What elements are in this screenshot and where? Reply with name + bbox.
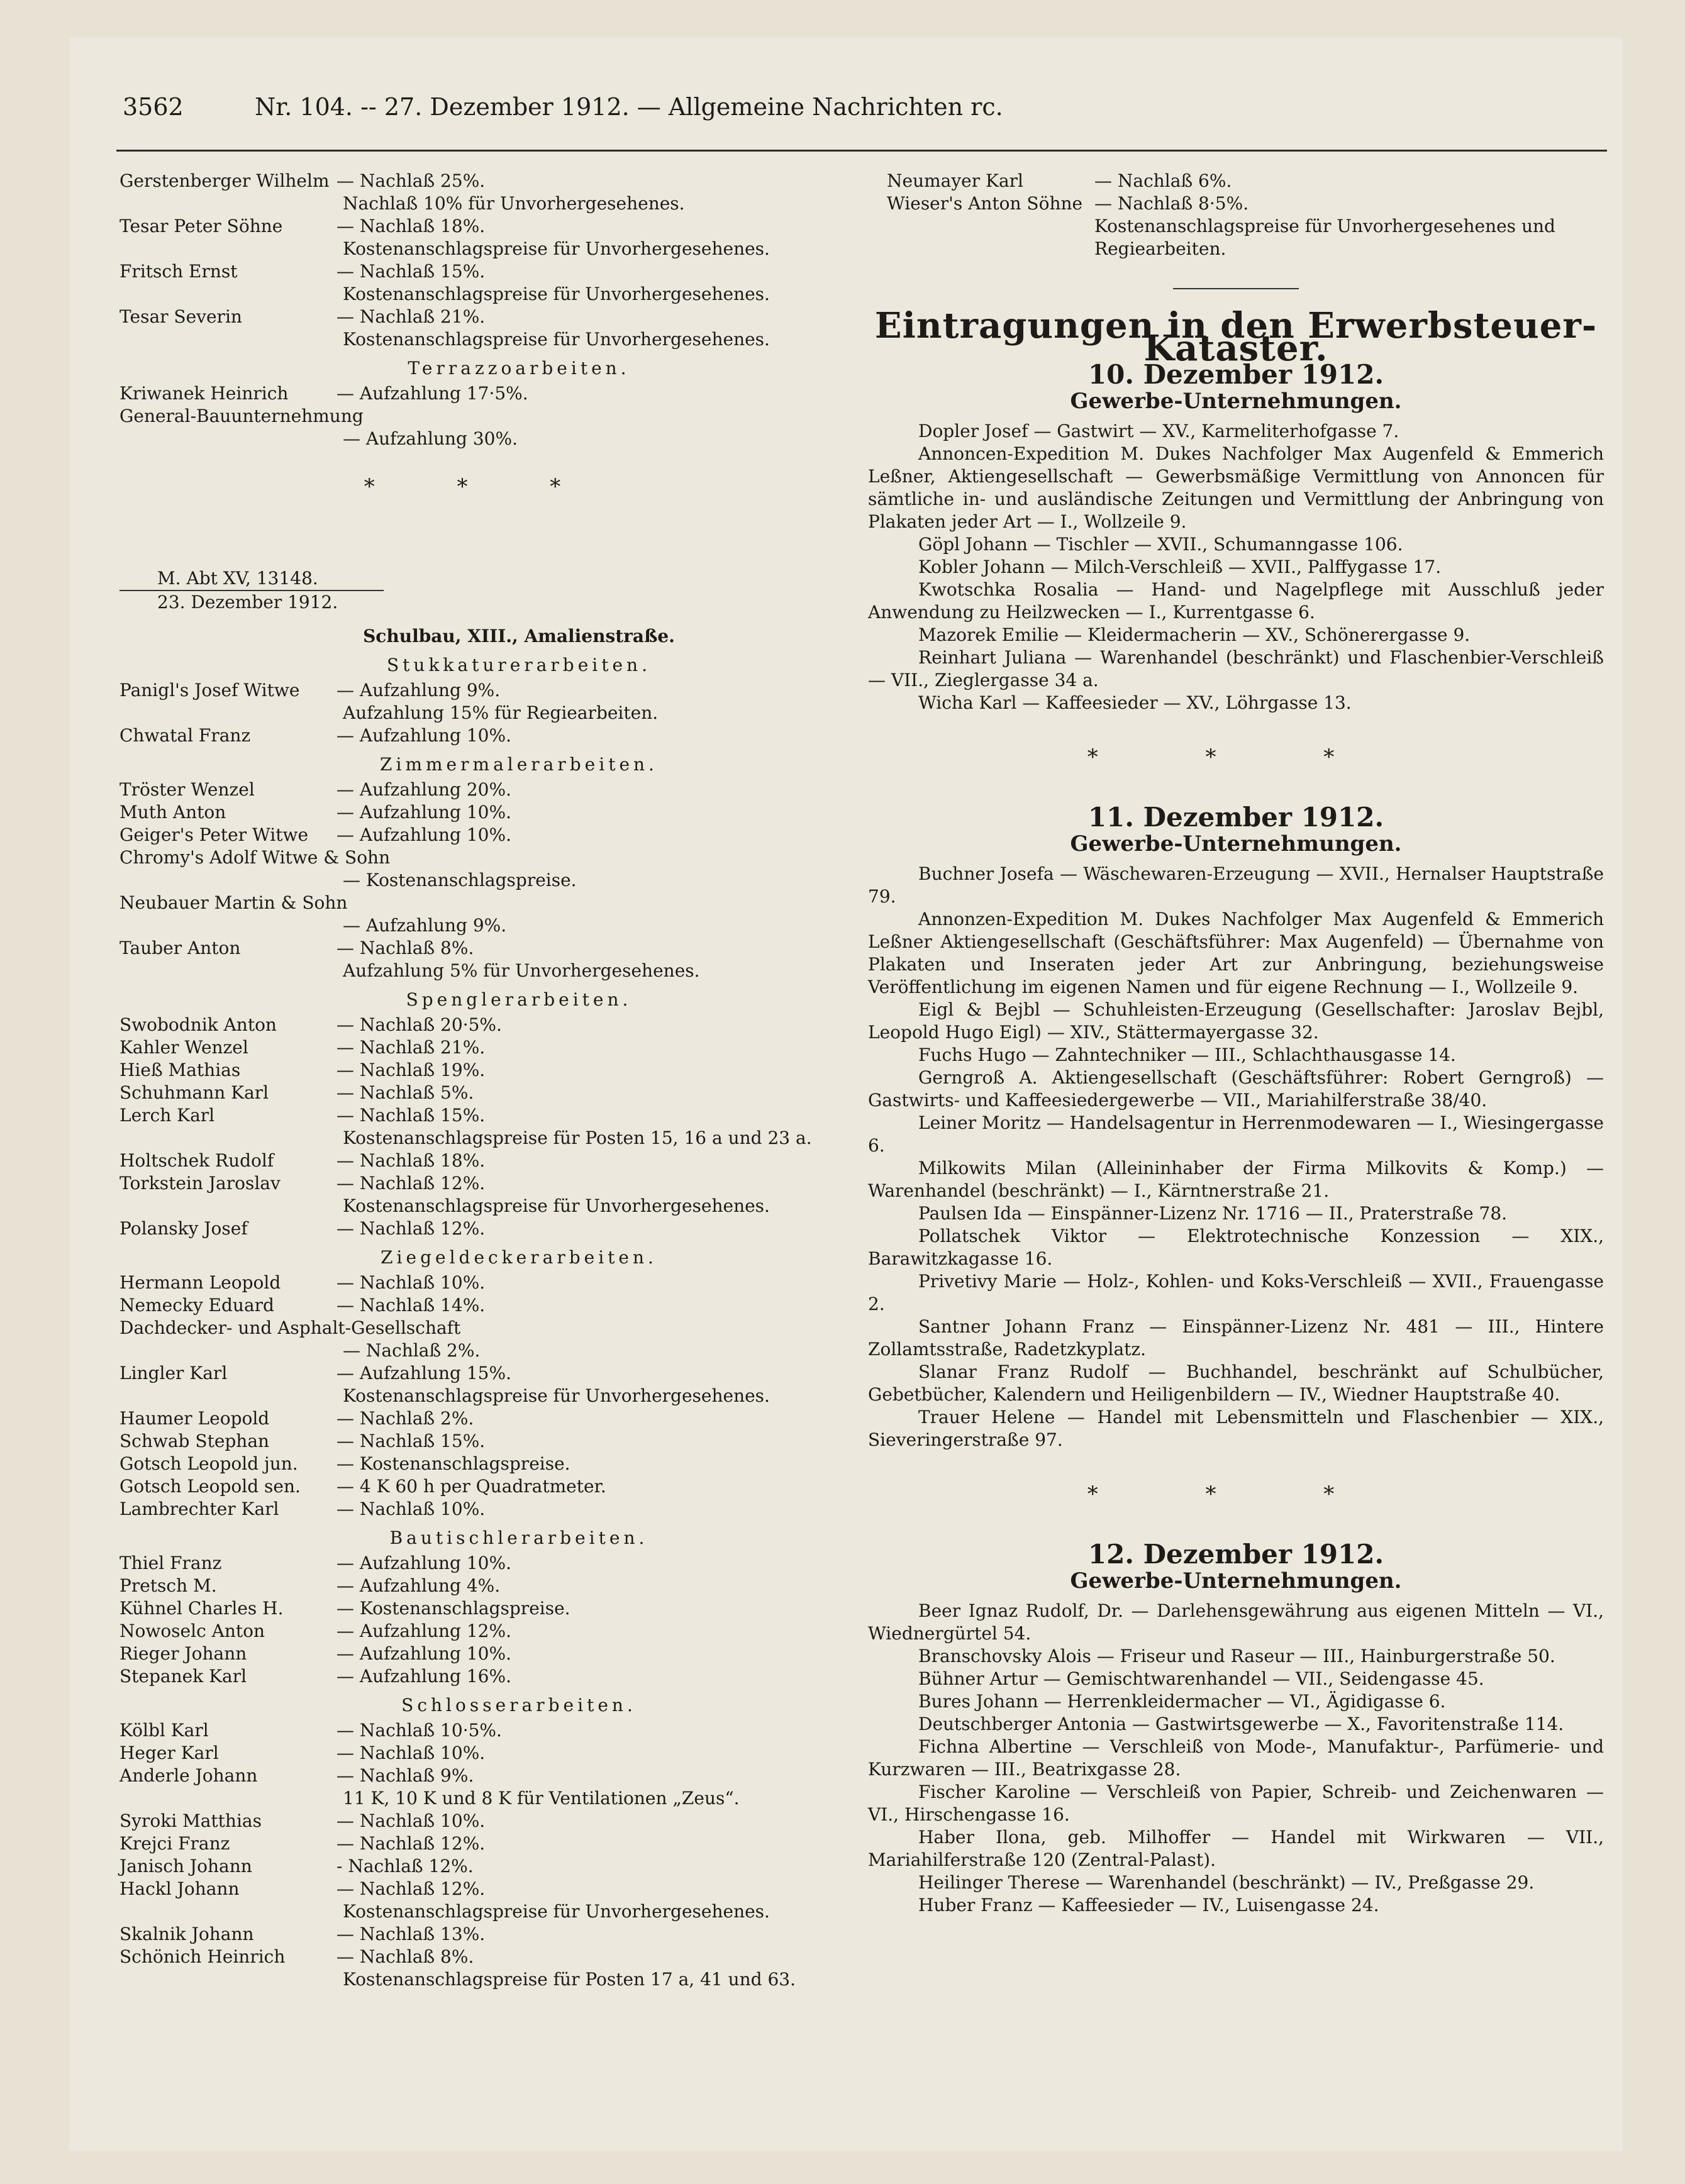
list-item xyxy=(120,937,843,960)
entry-value: — Nachlaß 2%. xyxy=(336,1408,474,1429)
list-item xyxy=(120,724,843,747)
entry-note: Kostenanschlagspreise für Unvorhergesehenes. xyxy=(343,284,770,304)
list-item xyxy=(120,679,843,702)
list-item xyxy=(120,1742,843,1765)
day-subtitle: Gewerbe-Unternehmungen. xyxy=(1070,1568,1402,1594)
list-item xyxy=(120,801,843,824)
entry-name: Tesar Peter Söhne xyxy=(120,216,283,236)
register-entry: Pollatschek Viktor — Elektrotechnische Konzession — XIX., Barawitzkagasse 16. xyxy=(868,1226,1604,1269)
register-entry: Fichna Albertine — Verschleiß von Mode-, Manufaktur-, Parfümerie- und Kurzwaren — III., Beatrixgasse 28. xyxy=(868,1736,1604,1780)
entry-note: Kostenanschlagspreise für Unvorhergesehenes. xyxy=(343,1195,770,1216)
entry-name: Gotsch Leopold sen. xyxy=(120,1476,301,1497)
entry-value: — Nachlaß 15%. xyxy=(336,261,486,282)
entry-name: Dachdecker- und Asphalt-Gesellschaft xyxy=(120,1317,461,1338)
entry-name: Kühnel Charles H. xyxy=(120,1598,284,1619)
list-item xyxy=(868,192,1604,215)
entry-name: Thiel Franz xyxy=(120,1553,222,1573)
register-entry: Heilinger Therese — Warenhandel (beschränkt) — IV., Preßgasse 29. xyxy=(918,1872,1535,1893)
entry-note: — Kostenanschlagspreise. xyxy=(343,870,577,890)
entry-value: — Nachlaß 10%. xyxy=(336,1810,486,1831)
list-item xyxy=(120,1620,843,1643)
list-item xyxy=(120,1719,843,1742)
register-entry: Trauer Helene — Handel mit Lebensmitteln und Flaschenbier — XIX., Sieveringerstraße 97. xyxy=(868,1407,1604,1450)
list-item xyxy=(120,1082,843,1104)
notice-date: 23. Dezember 1912. xyxy=(120,590,384,614)
entry-value: — Nachlaß 6%. xyxy=(1094,170,1232,191)
entry-value: — Nachlaß 19%. xyxy=(336,1060,486,1080)
register-entry: Beer Ignaz Rudolf, Dr. — Darlehensgewährung aus eigenen Mitteln — VI., Wiednergürtel 54. xyxy=(868,1600,1604,1644)
day-heading: 10. Dezember 1912. xyxy=(1087,359,1384,390)
entry-name: Nowoselc Anton xyxy=(120,1621,265,1641)
register-entry: Kobler Johann — Milch-Verschleiß — XVII., Palffygasse 17. xyxy=(918,557,1442,577)
entry-name: Tröster Wenzel xyxy=(120,779,255,800)
entry-value: — Aufzahlung 4%. xyxy=(336,1575,501,1596)
left-column xyxy=(120,170,843,1991)
list-item xyxy=(120,215,843,238)
entry-note: Regiearbeiten. xyxy=(1094,238,1226,259)
entry-name: Neumayer Karl xyxy=(887,170,1023,191)
list-item xyxy=(120,170,843,192)
entry-value xyxy=(336,405,843,428)
entry-value: — Nachlaß 25%. xyxy=(336,170,486,191)
entry-name: Hieß Mathias xyxy=(120,1060,241,1080)
entry-value: — Aufzahlung 10%. xyxy=(336,1553,511,1573)
entry-value xyxy=(336,892,843,914)
list-item xyxy=(120,1597,843,1620)
register-entry: Dopler Josef — Gastwirt — XV., Karmeliterhofgasse 7. xyxy=(918,421,1399,441)
entry-value: - Nachlaß 12%. xyxy=(336,1856,474,1876)
day-heading: 12. Dezember 1912. xyxy=(1087,1539,1384,1570)
entry-name: Hackl Johann xyxy=(120,1878,240,1899)
entry-value: — Nachlaß 18%. xyxy=(336,1150,486,1171)
entry-name: Tesar Severin xyxy=(120,306,242,327)
list-item xyxy=(120,1014,843,1036)
list-item xyxy=(120,1217,843,1240)
list-item xyxy=(120,1059,843,1082)
entry-value: — Nachlaß 13%. xyxy=(336,1924,486,1944)
entry-value: — Nachlaß 15%. xyxy=(336,1431,486,1451)
entry-value: — Kostenanschlagspreise. xyxy=(336,1598,570,1619)
entry-value: — Aufzahlung 17·5%. xyxy=(336,383,528,404)
entry-value: — Aufzahlung 9%. xyxy=(336,680,501,701)
register-entry: Slanar Franz Rudolf — Buchhandel, beschränkt auf Schulbücher, Gebetbücher, Kalendern und Heiligenbildern — IV., Wiedner Hauptstraße 40. xyxy=(868,1361,1604,1405)
entry-value: — Aufzahlung 10%. xyxy=(336,725,511,746)
section-title: Bautischlerarbeiten. xyxy=(389,1527,648,1548)
list-item xyxy=(120,1665,843,1688)
entry-name: Torkstein Jaroslav xyxy=(120,1173,281,1194)
header-rule xyxy=(116,150,1607,152)
entry-name: Holtschek Rudolf xyxy=(120,1150,274,1171)
day-heading: 11. Dezember 1912. xyxy=(1087,802,1384,833)
list-item xyxy=(120,1104,843,1127)
entry-name: Janisch Johann xyxy=(120,1856,252,1876)
list-item xyxy=(120,1498,843,1521)
right-column xyxy=(868,170,1604,1917)
entry-note: — Nachlaß 2%. xyxy=(343,1340,481,1361)
section-title: Zimmermalerarbeiten. xyxy=(380,754,658,775)
entry-value: — Nachlaß 10%. xyxy=(336,1743,486,1763)
entry-value: — Nachlaß 14%. xyxy=(336,1295,486,1316)
register-entry: Fuchs Hugo — Zahntechniker — III., Schlachthausgasse 14. xyxy=(918,1045,1456,1065)
entry-note: Kostenanschlagspreise für Unvorhergesehenes. xyxy=(343,1901,770,1922)
entry-note: Nachlaß 10% für Unvorhergesehenes. xyxy=(343,193,685,214)
list-item xyxy=(120,1552,843,1575)
list-item xyxy=(868,170,1604,192)
entry-name: Schwab Stephan xyxy=(120,1431,270,1451)
register-entry: Leiner Moritz — Handelsagentur in Herrenmodewaren — I., Wiesingergasse 6. xyxy=(868,1112,1604,1156)
register-entry: Paulsen Ida — Einspänner-Lizenz Nr. 1716 — II., Praterstraße 78. xyxy=(918,1203,1508,1224)
entry-value: — Nachlaß 8%. xyxy=(336,1946,474,1967)
star-divider: * * * xyxy=(1087,745,1385,770)
section-title: Ziegeldeckerarbeiten. xyxy=(381,1247,657,1268)
entry-name: Gerstenberger Wilhelm xyxy=(120,170,330,191)
register-entry: Fischer Karoline — Verschleiß von Papier, Schreib- und Zeichenwaren — VI., Hirschengasse 16. xyxy=(868,1782,1604,1825)
entry-name: Hermann Leopold xyxy=(120,1272,281,1293)
building-title: Schulbau, XIII., Amalienstraße. xyxy=(363,626,675,646)
list-item xyxy=(120,1643,843,1665)
list-item xyxy=(120,1317,843,1339)
entry-value: — Nachlaß 15%. xyxy=(336,1105,486,1126)
entry-value: — 4 K 60 h per Quadratmeter. xyxy=(336,1476,606,1497)
entry-name: Krejci Franz xyxy=(120,1833,230,1854)
header-title: Nr. 104. -- 27. Dezember 1912. — Allgemeine Nachrichten rc. xyxy=(255,93,1003,121)
entry-value: — Aufzahlung 10%. xyxy=(336,1643,511,1664)
entry-value: — Nachlaß 10·5%. xyxy=(336,1720,502,1741)
entry-value: — Nachlaß 21%. xyxy=(336,1037,486,1058)
list-item xyxy=(120,260,843,283)
section-title: Terrazzoarbeiten. xyxy=(408,358,630,379)
entry-name: Kriwanek Heinrich xyxy=(120,383,289,404)
entry-name: Neubauer Martin & Sohn xyxy=(120,892,348,913)
entry-name: Lerch Karl xyxy=(120,1105,215,1126)
entry-name: Polansky Josef xyxy=(120,1218,248,1239)
list-item xyxy=(120,1832,843,1855)
register-entry: Santner Johann Franz — Einspänner-Lizenz Nr. 481 — III., Hintere Zollamtsstraße, Radetzkyplatz. xyxy=(868,1316,1604,1360)
list-item xyxy=(120,1036,843,1059)
list-item xyxy=(120,1946,843,1968)
entry-value xyxy=(336,846,843,869)
register-entry: Milkowits Milan (Alleininhaber der Firma Milkovits & Komp.) — Warenhandel (beschränkt) — I., Kärntnerstraße 21. xyxy=(868,1158,1604,1201)
entry-note: Kostenanschlagspreise für Posten 17 a, 41 und 63. xyxy=(343,1969,796,1990)
register-entry: Gerngroß A. Aktiengesellschaft (Geschäftsführer: Robert Gerngroß) — Gastwirts- und Kaffeesiedergewerbe — VII., Mariahilferstraße 38/40. xyxy=(868,1067,1604,1111)
list-item xyxy=(120,1272,843,1294)
section-title: Spenglerarbeiten. xyxy=(406,989,632,1010)
register-entry: Mazorek Emilie — Kleidermacherin — XV., Schönerergasse 9. xyxy=(918,624,1471,645)
list-item xyxy=(120,1430,843,1453)
entry-value: — Nachlaß 12%. xyxy=(336,1218,486,1239)
entry-name: Lingler Karl xyxy=(120,1363,228,1383)
entry-name: Muth Anton xyxy=(120,802,226,823)
entry-name: Pretsch M. xyxy=(120,1575,217,1596)
entry-note: Kostenanschlagspreise für Unvorhergesehenes. xyxy=(343,1385,770,1406)
entry-note: Kostenanschlagspreise für Unvorhergesehenes. xyxy=(343,329,770,350)
entry-name: Chromy's Adolf Witwe & Sohn xyxy=(120,847,391,868)
entry-value: — Nachlaß 12%. xyxy=(336,1878,486,1899)
entry-name: Panigl's Josef Witwe xyxy=(120,680,300,701)
register-entry: Deutschberger Antonia — Gastwirtsgewerbe — X., Favoritenstraße 114. xyxy=(918,1714,1564,1734)
day-subtitle: Gewerbe-Unternehmungen. xyxy=(1070,831,1402,856)
register-entry: Huber Franz — Kaffeesieder — IV., Luisengasse 24. xyxy=(918,1895,1379,1915)
register-entry: Buchner Josefa — Wäschewaren-Erzeugung — XVII., Hernalser Hauptstraße 79. xyxy=(868,863,1604,907)
entry-value: — Kostenanschlagspreise. xyxy=(336,1453,570,1474)
entry-value: — Nachlaß 8·5%. xyxy=(1094,193,1249,214)
entry-value: — Aufzahlung 20%. xyxy=(336,779,511,800)
list-item xyxy=(120,1855,843,1878)
register-entry: Branschovsky Alois — Friseur und Raseur — III., Hainburgerstraße 50. xyxy=(918,1646,1555,1666)
list-item xyxy=(120,1294,843,1317)
list-item xyxy=(120,1150,843,1172)
list-item xyxy=(120,1475,843,1498)
day-subtitle: Gewerbe-Unternehmungen. xyxy=(1070,389,1402,414)
entry-value: — Nachlaß 21%. xyxy=(336,306,486,327)
list-item xyxy=(120,1923,843,1946)
list-item xyxy=(120,1575,843,1597)
entry-name: Stepanek Karl xyxy=(120,1666,247,1687)
entry-name: Heger Karl xyxy=(120,1743,219,1763)
entry-note: — Aufzahlung 9%. xyxy=(343,915,507,936)
entry-value: — Nachlaß 12%. xyxy=(336,1833,486,1854)
entry-value: — Aufzahlung 10%. xyxy=(336,802,511,823)
entry-name: Nemecky Eduard xyxy=(120,1295,274,1316)
entry-name: Kölbl Karl xyxy=(120,1720,209,1741)
list-item xyxy=(120,1453,843,1475)
entry-value: — Nachlaß 9%. xyxy=(336,1765,474,1786)
list-item xyxy=(120,779,843,801)
register-entry: Haber Ilona, geb. Milhoffer — Handel mit Wirkwaren — VII., Mariahilferstraße 120 (Zentral-Palast). xyxy=(868,1827,1604,1870)
register-entry: Annonzen-Expedition M. Dukes Nachfolger Max Augenfeld & Emmerich Leßner Aktiengesellschaft (Geschäftsführer: Max Augenfeld) — Übernahme von Plakaten und Inseraten jeder Art zur Anbringung, beziehungsweise Veröffentlichung im eigenen Namen und für eigene Rechnung — I., Wollzeile 9. xyxy=(868,909,1604,997)
entry-name: Swobodnik Anton xyxy=(120,1014,277,1035)
list-item xyxy=(120,306,843,328)
star-divider: * * * xyxy=(1087,1482,1385,1507)
entry-note: Kostenanschlagspreise für Unvorhergesehenes und xyxy=(1094,216,1555,236)
entry-name: General-Bauunternehmung xyxy=(120,406,364,426)
entry-note: Kostenanschlagspreise für Posten 15, 16 a und 23 a. xyxy=(343,1128,812,1148)
register-entry: Eigl & Bejbl — Schuhleisten-Erzeugung (Gesellschafter: Jaroslav Bejbl, Leopold Hugo Eigl) — XIV., Stättermayergasse 32. xyxy=(868,999,1604,1043)
entry-value: — Nachlaß 20·5%. xyxy=(336,1014,502,1035)
entry-note: Aufzahlung 15% für Regiearbeiten. xyxy=(343,702,659,723)
entry-name: Rieger Johann xyxy=(120,1643,247,1664)
entry-name: Geiger's Peter Witwe xyxy=(120,824,309,845)
entry-note: 11 K, 10 K und 8 K für Ventilationen „Zeus“. xyxy=(343,1788,740,1809)
register-entry: Privetivy Marie — Holz-, Kohlen- und Koks-Verschleiß — XVII., Frauengasse 2. xyxy=(868,1271,1604,1314)
entry-name: Syroki Matthias xyxy=(120,1810,262,1831)
entry-value: — Aufzahlung 16%. xyxy=(336,1666,511,1687)
entry-value xyxy=(336,1317,843,1339)
register-entry: Annoncen-Expedition M. Dukes Nachfolger Max Augenfeld & Emmerich Leßner, Aktiengesellschaft — Gewerbsmäßige Vermittlung von Annoncen für sämtliche in- und ausländische Zeitungen und Vermittlung der Anbringung von Plakaten jeder Art — I., Wollzeile 9. xyxy=(868,443,1604,532)
page-number: 3562 xyxy=(123,93,184,121)
entry-value: — Nachlaß 10%. xyxy=(336,1499,486,1519)
reference-number: M. Abt XV, 13148. xyxy=(157,568,318,589)
entry-value: — Aufzahlung 15%. xyxy=(336,1363,511,1383)
entry-name: Tauber Anton xyxy=(120,938,241,958)
page-header xyxy=(123,93,1242,131)
entry-note: — Aufzahlung 30%. xyxy=(343,428,518,449)
entry-value: — Nachlaß 12%. xyxy=(336,1173,486,1194)
entry-name: Anderle Johann xyxy=(120,1765,258,1786)
register-entry: Wicha Karl — Kaffeesieder — XV., Löhrgasse 13. xyxy=(918,692,1352,713)
list-item xyxy=(120,1172,843,1195)
star-divider: * * * xyxy=(364,474,599,499)
entry-value: — Nachlaß 18%. xyxy=(336,216,486,236)
entry-name: Lambrechter Karl xyxy=(120,1499,279,1519)
entry-note: Aufzahlung 5% für Unvorhergesehenes. xyxy=(343,960,700,981)
entry-name: Schönich Heinrich xyxy=(120,1946,286,1967)
entry-name: Schuhmann Karl xyxy=(120,1082,269,1103)
list-item xyxy=(120,824,843,846)
list-item xyxy=(120,1878,843,1900)
register-entry: Kwotschka Rosalia — Hand- und Nagelpflege mit Ausschluß jeder Anwendung zu Heilzwecken — I., Kurrentgasse 6. xyxy=(868,579,1604,623)
entry-name: Gotsch Leopold jun. xyxy=(120,1453,298,1474)
entry-value: — Nachlaß 8%. xyxy=(336,938,474,958)
entry-name: Haumer Leopold xyxy=(120,1408,270,1429)
entry-value: — Aufzahlung 12%. xyxy=(336,1621,511,1641)
section-rule xyxy=(1173,288,1299,289)
entry-value: — Nachlaß 10%. xyxy=(336,1272,486,1293)
register-entry: Reinhart Juliana — Warenhandel (beschränkt) und Flaschenbier-Verschleiß — VII., Zieglergasse 34 a. xyxy=(868,647,1604,690)
entry-value: — Nachlaß 5%. xyxy=(336,1082,474,1103)
section-title: Stukkaturerarbeiten. xyxy=(386,655,651,675)
entry-name: Fritsch Ernst xyxy=(120,261,238,282)
list-item xyxy=(120,1407,843,1430)
main-title: Eintragungen in den Erwerbsteuer-Kataster. xyxy=(874,305,1598,369)
entry-name: Wieser's Anton Söhne xyxy=(887,193,1083,214)
list-item xyxy=(120,846,843,869)
entry-name: Kahler Wenzel xyxy=(120,1037,248,1058)
list-item xyxy=(120,382,843,405)
list-item xyxy=(120,405,843,428)
list-item xyxy=(120,1362,843,1385)
entry-name: Chwatal Franz xyxy=(120,725,251,746)
entry-value: — Aufzahlung 10%. xyxy=(336,824,511,845)
section-title: Schlosserarbeiten. xyxy=(401,1695,637,1716)
entry-note: Kostenanschlagspreise für Unvorhergesehenes. xyxy=(343,238,770,259)
list-item xyxy=(120,1765,843,1787)
register-entry: Bures Johann — Herrenkleidermacher — VI., Ägidigasse 6. xyxy=(918,1691,1446,1712)
list-item xyxy=(120,892,843,914)
register-entry: Göpl Johann — Tischler — XVII., Schumanngasse 106. xyxy=(918,534,1403,555)
list-item xyxy=(120,1810,843,1832)
entry-name: Skalnik Johann xyxy=(120,1924,254,1944)
register-entry: Bühner Artur — Gemischtwarenhandel — VII., Seidengasse 45. xyxy=(918,1668,1484,1689)
